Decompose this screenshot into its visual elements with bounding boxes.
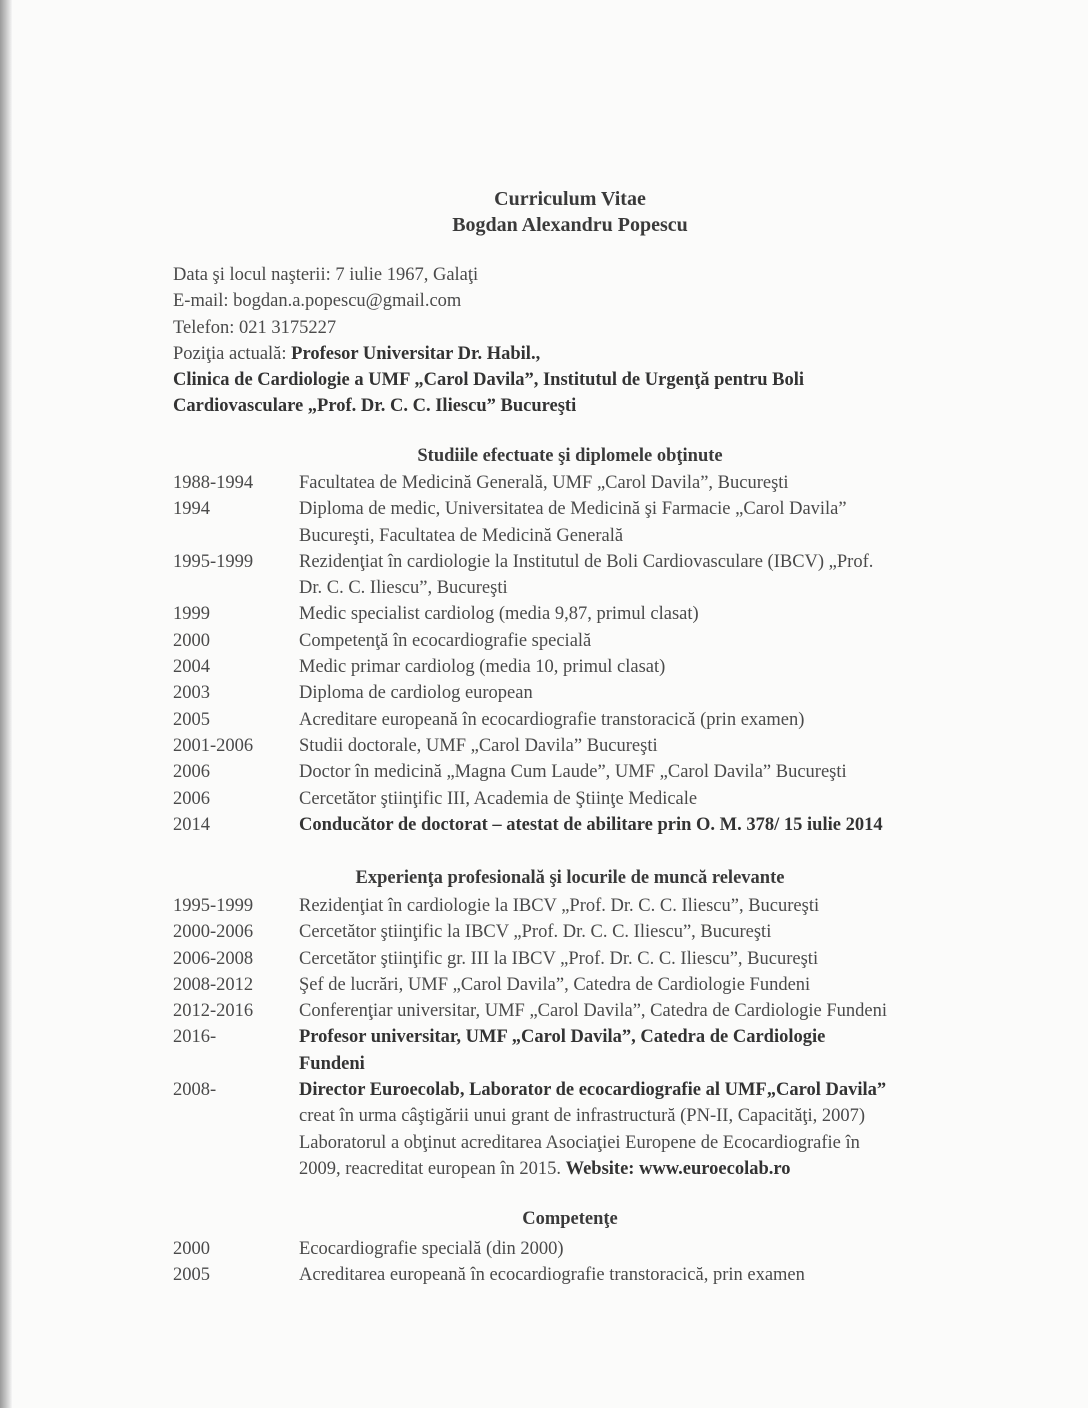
text-segment: Studii doctorale, UMF „Carol Davila” Bucureşti	[299, 735, 658, 756]
cv-entry	[173, 628, 993, 654]
cv-entry	[173, 1236, 993, 1262]
text-segment: Conferenţiar universitar, UMF „Carol Davila”, Catedra de Cardiologie Fundeni	[299, 1001, 888, 1022]
text-segment: Medic primar cardiolog (media 10, primul clasat)	[299, 657, 666, 678]
entry-description	[299, 919, 993, 945]
text-line	[299, 998, 993, 1024]
text-line	[299, 733, 993, 759]
entry-year: 2005	[173, 709, 210, 730]
entry-description	[299, 1077, 993, 1182]
cv-entry	[173, 733, 993, 759]
entry-year: 1999	[173, 604, 210, 625]
text-line	[299, 946, 993, 972]
text-segment: Competenţă în ecocardiografie specială	[299, 630, 592, 651]
text-line	[299, 654, 993, 680]
experience-list	[173, 893, 993, 1182]
cv-entry	[173, 549, 993, 602]
text-line	[299, 1156, 993, 1182]
scan-edge-shadow	[0, 0, 12, 1408]
entry-year: 2005	[173, 1265, 210, 1286]
text-line	[173, 393, 993, 419]
text-segment: Dr. C. C. Iliescu”, Bucureşti	[299, 578, 508, 599]
text-line	[299, 1236, 993, 1262]
cv-entry	[173, 759, 993, 785]
text-segment: Doctor în medicină „Magna Cum Laude”, UMF „Carol Davila” Bucureşti	[299, 762, 847, 783]
text-line	[299, 470, 993, 496]
text-segment: Laboratorul a obţinut acreditarea Asociaţiei Europene de Ecocardiografie în	[299, 1132, 860, 1153]
entry-description	[299, 786, 993, 812]
entry-year: 1995-1999	[173, 896, 254, 916]
cv-entry	[173, 893, 993, 919]
cv-entry	[173, 998, 993, 1024]
text-line	[299, 1077, 993, 1103]
competences-list	[173, 1236, 993, 1289]
text-segment: Medic specialist cardiolog (media 9,87, primul clasat)	[299, 604, 699, 625]
entry-description	[299, 601, 993, 627]
person-name: Bogdan Alexandru Popescu	[452, 214, 688, 236]
entry-description	[299, 654, 993, 680]
text-segment: E-mail: bogdan.a.popescu@gmail.com	[173, 291, 462, 312]
studies-list	[173, 470, 993, 838]
text-segment: Fundeni	[299, 1053, 365, 1074]
cv-entry	[173, 919, 993, 945]
cv-entry	[173, 812, 993, 838]
text-line	[299, 628, 993, 654]
entry-description	[299, 707, 993, 733]
section-heading-competences: Competenţe	[522, 1209, 618, 1229]
entry-year: 2014	[173, 814, 210, 835]
entry-description	[299, 972, 993, 998]
section-heading-experience: Experienţa profesională şi locurile de muncă relevante	[355, 868, 785, 888]
text-segment: 2009, reacreditat european în 2015.	[299, 1158, 566, 1179]
cv-entry	[173, 470, 993, 496]
entry-year: 2016-	[173, 1027, 217, 1048]
entry-year: 2006-2008	[173, 948, 254, 969]
entry-year: 2012-2016	[173, 1001, 254, 1022]
text-segment: Telefon: 021 3175227	[173, 317, 337, 338]
entry-year: 2000	[173, 630, 210, 651]
entry-description	[299, 470, 993, 496]
text-segment: Poziţia actuală:	[173, 343, 292, 364]
text-segment: Facultatea de Medicină Generală, UMF „Carol Davila”, Bucureşti	[299, 473, 789, 493]
entry-description	[299, 759, 993, 785]
entry-year: 2000-2006	[173, 922, 254, 943]
text-line	[299, 601, 993, 627]
text-segment: Bucureşti, Facultatea de Medicină Generală	[299, 525, 624, 546]
text-line	[299, 1262, 993, 1288]
text-segment: Şef de lucrări, UMF „Carol Davila”, Catedra de Cardiologie Fundeni	[299, 974, 811, 995]
text-segment: Profesor universitar, UMF „Carol Davila”, Catedra de Cardiologie	[299, 1027, 826, 1048]
cv-entry	[173, 1262, 993, 1288]
entry-description	[299, 628, 993, 654]
text-segment: Acreditare europeană în ecocardiografie transtoracică (prin examen)	[299, 709, 805, 730]
cv-entry	[173, 601, 993, 627]
text-segment: Diploma de cardiolog european	[299, 683, 533, 704]
text-line	[299, 575, 993, 601]
text-segment: Rezidenţiat în cardiologie la Institutul de Boli Cardiovasculare (IBCV) „Prof.	[299, 551, 874, 572]
personal-info	[173, 262, 993, 420]
cv-entry	[173, 972, 993, 998]
cv-entry	[173, 707, 993, 733]
text-segment: Conducător de doctorat – atestat de abilitare prin O. M. 378/ 15 iulie 2014	[299, 814, 883, 835]
text-line	[299, 759, 993, 785]
text-line	[299, 523, 993, 549]
text-line	[299, 680, 993, 706]
entry-description	[299, 549, 993, 602]
entry-description	[299, 1236, 993, 1262]
text-line	[299, 1024, 993, 1050]
entry-year: 2006	[173, 762, 210, 783]
entry-year: 2006	[173, 788, 210, 809]
entry-description	[299, 1262, 993, 1288]
document-title: Curriculum Vitae	[494, 188, 646, 210]
text-segment: Cercetător ştiinţific III, Academia de Ştiinţe Medicale	[299, 788, 698, 809]
text-line	[299, 496, 993, 522]
entry-year: 2003	[173, 683, 210, 704]
text-segment: Clinica de Cardiologie a UMF „Carol Davila”, Institutul de Urgenţă pentru Boli	[173, 370, 805, 391]
text-line	[299, 1103, 993, 1129]
text-segment: Diploma de medic, Universitatea de Medicină şi Farmacie „Carol Davila”	[299, 499, 847, 520]
text-line	[299, 549, 993, 575]
text-line	[299, 1130, 993, 1156]
cv-entry	[173, 680, 993, 706]
text-line	[173, 315, 993, 341]
text-segment: creat în urma câştigării unui grant de infrastructură (PN-II, Capacităţi, 2007)	[299, 1106, 866, 1127]
entry-description	[299, 812, 993, 838]
entry-description	[299, 680, 993, 706]
text-line	[299, 707, 993, 733]
cv-entry	[173, 786, 993, 812]
text-line	[299, 972, 993, 998]
text-line	[173, 341, 993, 367]
entry-description	[299, 893, 993, 919]
text-segment: Rezidenţiat în cardiologie la IBCV „Prof. Dr. C. C. Iliescu”, Bucureşti	[299, 896, 820, 916]
entry-year: 1994	[173, 499, 210, 520]
entry-description	[299, 998, 993, 1024]
entry-year: 1995-1999	[173, 551, 254, 572]
text-segment: Ecocardiografie specială (din 2000)	[299, 1239, 564, 1259]
entry-description	[299, 496, 993, 549]
text-segment: Acreditarea europeană în ecocardiografie transtoracică, prin examen	[299, 1265, 805, 1286]
entry-year: 2001-2006	[173, 735, 254, 756]
entry-description	[299, 733, 993, 759]
entry-year: 2008-	[173, 1080, 217, 1101]
text-line	[299, 1051, 993, 1077]
text-segment: Director Euroecolab, Laborator de ecocardiografie al UMF„Carol Davila”	[299, 1080, 887, 1101]
text-segment: Cercetător ştiinţific la IBCV „Prof. Dr. C. C. Iliescu”, Bucureşti	[299, 922, 772, 943]
cv-entry	[173, 496, 993, 549]
cv-entry	[173, 1077, 993, 1182]
text-segment: Profesor Universitar Dr. Habil.,	[291, 343, 541, 364]
text-line	[299, 786, 993, 812]
text-line	[299, 919, 993, 945]
text-line	[173, 288, 993, 314]
entry-year: 2008-2012	[173, 974, 254, 995]
text-line	[299, 812, 993, 838]
text-line	[173, 262, 993, 288]
cv-entry	[173, 654, 993, 680]
entry-year: 2000	[173, 1239, 210, 1259]
text-segment: Cardiovasculare „Prof. Dr. C. C. Iliescu” Bucureşti	[173, 396, 577, 417]
text-line	[173, 367, 993, 393]
entry-year: 2004	[173, 657, 210, 678]
text-segment: Website: www.euroecolab.ro	[565, 1158, 791, 1179]
text-segment: Data şi locul naşterii: 7 iulie 1967, Galaţi	[173, 265, 479, 285]
cv-entry	[173, 1024, 993, 1077]
entry-year: 1988-1994	[173, 473, 254, 493]
entry-description	[299, 946, 993, 972]
text-segment: Cercetător ştiinţific gr. III la IBCV „Prof. Dr. C. C. Iliescu”, Bucureşti	[299, 948, 819, 969]
entry-description	[299, 1024, 993, 1077]
text-line	[299, 893, 993, 919]
cv-entry	[173, 946, 993, 972]
section-heading-studies: Studiile efectuate şi diplomele obţinute	[417, 446, 723, 466]
